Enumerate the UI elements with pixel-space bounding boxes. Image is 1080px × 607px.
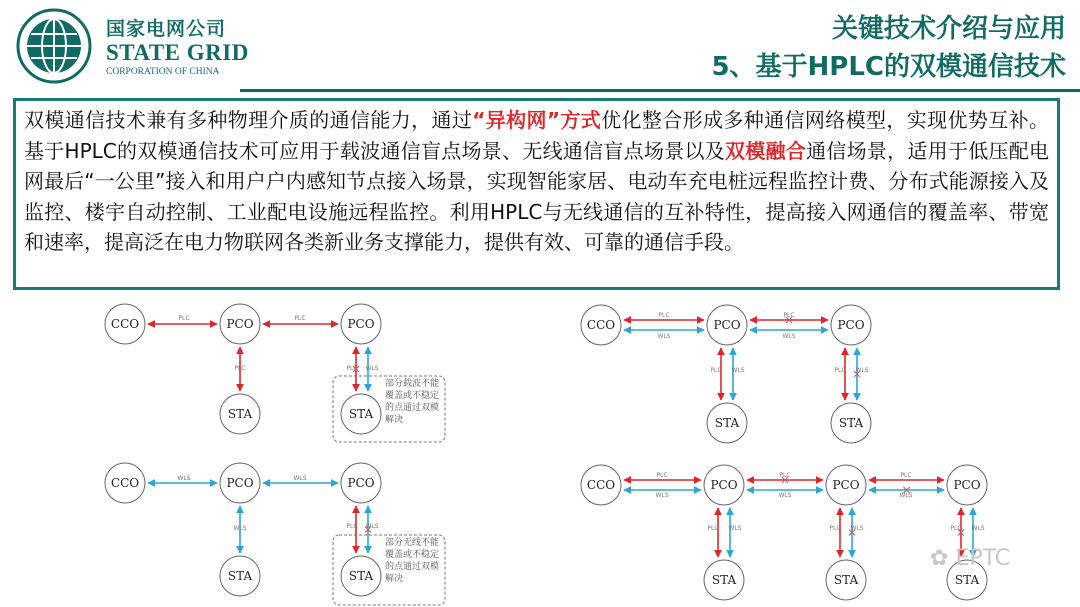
bl-wls-label-4: WLS bbox=[365, 523, 379, 530]
tr-wls-label-4: WLS bbox=[855, 367, 869, 374]
tr-sta-1-label: STA bbox=[714, 416, 740, 430]
body-text-3: 通信场景，适用于低压配电网最后“一公里”接入和用户户内感知节点接入场景，实现智能家居、电动车充电桩远程监控计费、分布式能源接入及监控、楼宇自动控制、工业配电设施远程监控。利用HPLC与无线通信的互补特性，提高接入网通信的覆盖率、带宽和速率，提高泛在电力物联网各类新业务支撑能力，提供有效、可靠的通信手段。 bbox=[24, 138, 1050, 254]
br-plc-label-2: PLC bbox=[779, 472, 791, 479]
tr-pco-2-label: PCO bbox=[837, 318, 865, 332]
highlight-dual-mode-fusion: 双模融合 bbox=[725, 138, 807, 163]
wechat-icon: ✿ bbox=[930, 546, 949, 571]
body-text-2: 优化整合形成多种通信网络模型，实现优势互补。基于HPLC的双模通信技术可应用于载波通信盲点场景、无线通信盲点场景以及 bbox=[24, 108, 1050, 163]
tr-plc-label-2: PLC bbox=[783, 312, 795, 319]
br-plc-label-1: PLC bbox=[656, 472, 668, 479]
bl-pco-1-label: PCO bbox=[226, 476, 254, 490]
tl-note bbox=[385, 378, 443, 442]
br-pco-3-label: PCO bbox=[953, 478, 981, 492]
br-plc-label-3: PLC bbox=[900, 472, 912, 479]
tl-plc-label-4: PLC bbox=[346, 365, 358, 372]
br-pco-1-label: PCO bbox=[710, 478, 738, 492]
bl-wls-label-3: WLS bbox=[233, 525, 247, 532]
highlight-heterogeneous-network: “异构网”方式 bbox=[472, 108, 602, 132]
br-plc-label-5: PLC bbox=[829, 525, 841, 532]
br-sta-3-label: STA bbox=[954, 573, 980, 587]
tl-sta-1-label: STA bbox=[227, 407, 253, 421]
br-plc-label-4: PLC bbox=[707, 525, 719, 532]
logo-english-subtitle: CORPORATION OF CHINA bbox=[106, 67, 220, 77]
br-wls-label-2: WLS bbox=[778, 492, 792, 499]
bl-sta-2-label: STA bbox=[348, 569, 374, 583]
br-pco-2-label: PCO bbox=[832, 478, 860, 492]
globe-icon bbox=[14, 6, 102, 86]
slide-subtitle: 5、基于HPLC的双模通信技术 bbox=[711, 52, 1066, 82]
tr-wls-label-1: WLS bbox=[657, 333, 671, 340]
bl-wls-label-1: WLS bbox=[177, 475, 191, 482]
logo-english-name: STATE GRID bbox=[106, 40, 249, 65]
body-text-1: 双模通信技术兼有多种物理介质的通信能力，通过 bbox=[24, 108, 473, 132]
bl-cco-label: CCO bbox=[110, 476, 140, 490]
tl-pco-2-label: PCO bbox=[347, 317, 375, 331]
br-cco-label: CCO bbox=[586, 478, 616, 492]
bl-wls-label-2: WLS bbox=[293, 475, 307, 482]
tr-pco-1-label: PCO bbox=[713, 318, 741, 332]
tl-note-text: 部分载波不能覆盖或不稳定的点通过双模解决 bbox=[385, 379, 440, 425]
tl-sta-2-label: STA bbox=[348, 407, 374, 421]
tr-wls-label-3: WLS bbox=[731, 367, 745, 374]
tr-plc-label-1: PLC bbox=[658, 312, 670, 319]
tr-sta-2-label: STA bbox=[838, 416, 864, 430]
br-wls-label-3: WLS bbox=[899, 492, 913, 499]
slide-header bbox=[0, 0, 1080, 90]
tr-plc-label-4: PLC bbox=[834, 367, 846, 374]
description-box bbox=[13, 98, 1060, 290]
tl-wls-label-1: WLS bbox=[365, 365, 379, 372]
br-plc-label-6: PLC bbox=[950, 525, 962, 532]
br-sta-1-label: STA bbox=[711, 573, 737, 587]
network-topology-diagrams bbox=[0, 296, 1080, 607]
bl-pco-2-label: PCO bbox=[347, 476, 375, 490]
bl-sta-1-label: STA bbox=[227, 569, 253, 583]
tr-cco-label: CCO bbox=[586, 318, 616, 332]
tl-plc-label-1: PLC bbox=[178, 315, 190, 322]
bl-plc-label-1: PLC bbox=[346, 523, 358, 530]
br-wls-label-1: WLS bbox=[655, 492, 669, 499]
logo-chinese-name: 国家电网公司 bbox=[106, 18, 227, 40]
state-grid-logo bbox=[14, 6, 249, 86]
header-divider bbox=[240, 89, 1080, 92]
tl-pco-1-label: PCO bbox=[226, 317, 254, 331]
slide-title: 关键技术介绍与应用 bbox=[831, 14, 1066, 44]
tl-plc-label-2: PLC bbox=[294, 315, 306, 322]
br-wls-label-4: WLS bbox=[728, 525, 742, 532]
tl-plc-label-3: PLC bbox=[234, 365, 246, 372]
br-wls-label-5: WLS bbox=[850, 525, 864, 532]
br-sta-2-label: STA bbox=[833, 573, 859, 587]
watermark-text: EPTC bbox=[955, 546, 1011, 571]
tr-plc-label-3: PLC bbox=[710, 367, 722, 374]
tl-cco-label: CCO bbox=[110, 317, 140, 331]
tr-wls-label-2: WLS bbox=[782, 333, 796, 340]
br-wls-label-6: WLS bbox=[971, 525, 985, 532]
eptc-watermark bbox=[930, 546, 1010, 571]
bl-note-text: 部分无线不能覆盖或不稳定的点通过双模解决 bbox=[385, 538, 440, 584]
bl-note bbox=[385, 537, 443, 605]
